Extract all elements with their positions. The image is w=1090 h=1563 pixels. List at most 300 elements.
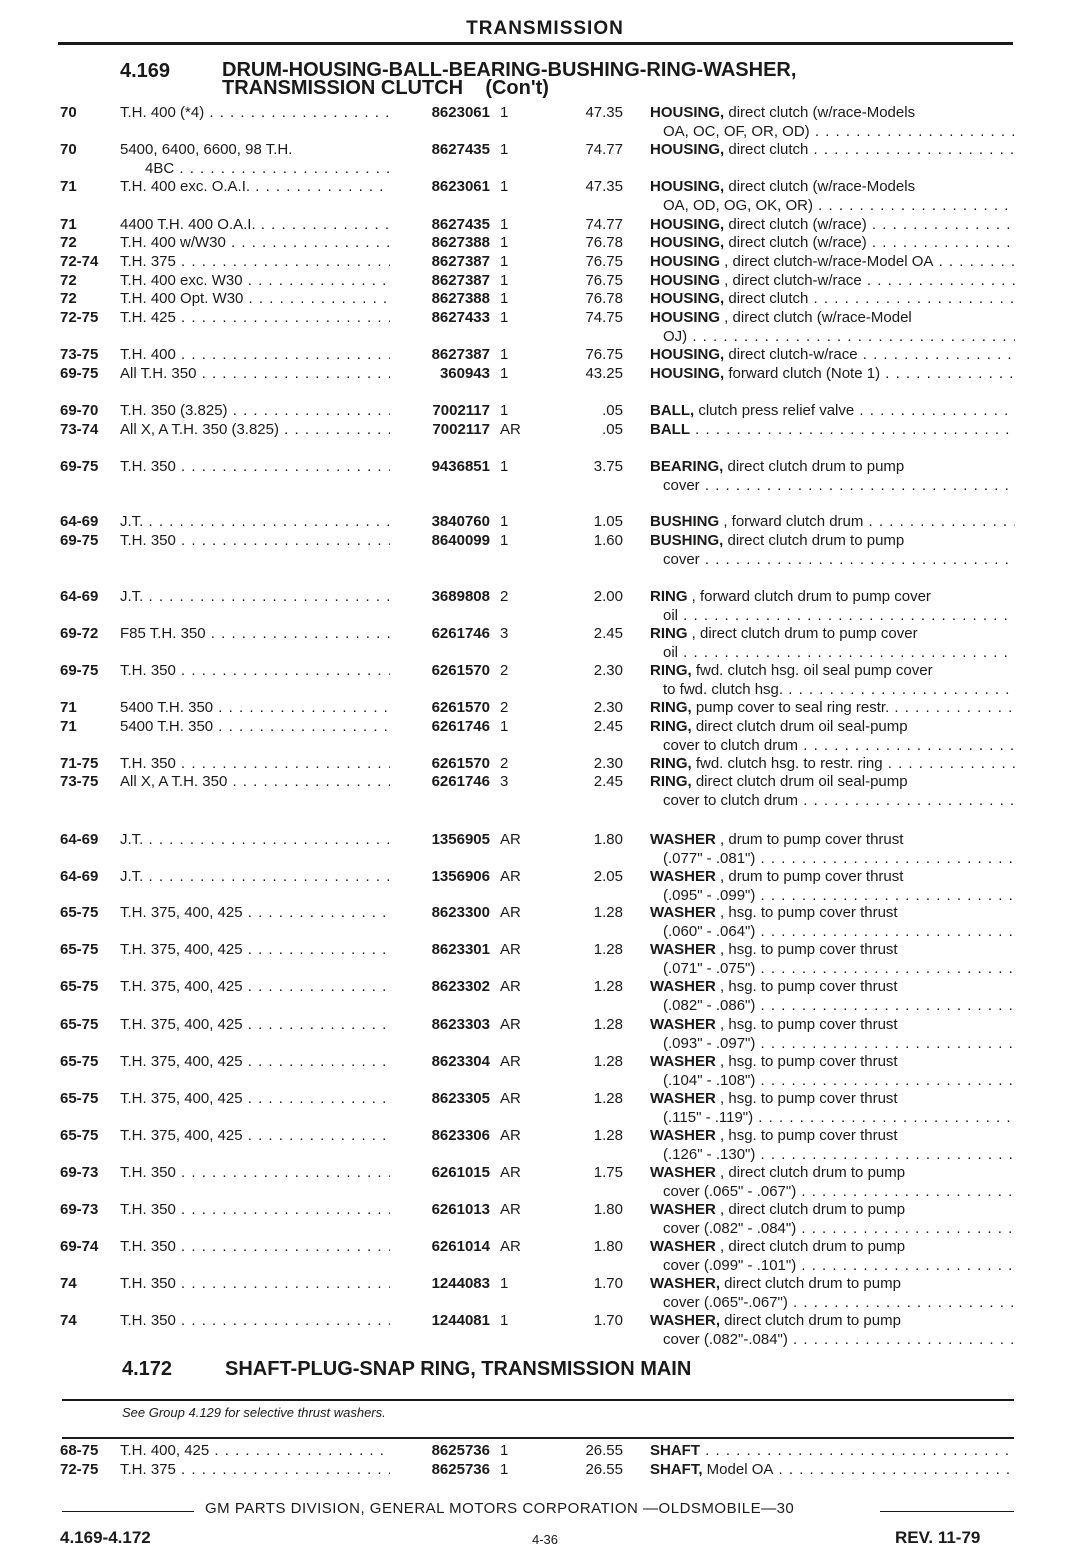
- description-keyword: HOUSING,: [650, 104, 725, 121]
- price: 76.78: [585, 290, 623, 307]
- model-years: 65-75: [60, 1090, 99, 1107]
- price: 2.45: [593, 773, 623, 790]
- quantity: AR: [500, 1053, 521, 1070]
- description-keyword: BALL,: [650, 402, 695, 419]
- part-number: 1356905: [431, 831, 490, 848]
- part-number: 9436851: [431, 458, 490, 475]
- model-years: 74: [60, 1275, 77, 1292]
- quantity: 1: [500, 1442, 509, 1459]
- part-number: 6261746: [431, 773, 490, 790]
- description: [650, 773, 1015, 792]
- application: J.T. . . .: [120, 588, 390, 607]
- quantity: 1: [500, 718, 509, 735]
- price: 76.75: [585, 272, 623, 289]
- part-number: 8623302: [431, 978, 490, 995]
- description-continuation: cover (.065"-.067") . . .: [663, 1294, 1015, 1313]
- quantity: AR: [500, 1090, 521, 1107]
- price: 1.60: [593, 532, 623, 549]
- quantity: AR: [500, 904, 521, 921]
- price: 74.77: [585, 216, 623, 233]
- quantity: AR: [500, 941, 521, 958]
- description-text: , direct clutch drum to pump: [715, 1164, 906, 1181]
- quantity: 1: [500, 402, 509, 419]
- price: 2.05: [593, 868, 623, 885]
- description-keyword: HOUSING,: [650, 346, 725, 363]
- quantity: 2: [500, 755, 509, 772]
- section-title-line1: DRUM-HOUSING-BALL-BEARING-BUSHING-RING-WASHER,: [222, 59, 797, 81]
- description-text: fwd. clutch hsg. to restr. ring: [691, 755, 883, 772]
- description-text: , direct clutch drum to pump: [715, 1201, 906, 1218]
- description-continuation: (.095" - .099") . . .: [663, 887, 1015, 906]
- description-text: direct clutch drum to pump: [720, 1312, 901, 1329]
- description-keyword: WASHER: [650, 1201, 716, 1218]
- quantity: 3: [500, 625, 509, 642]
- part-number: 8627388: [431, 290, 490, 307]
- application: T.H. 375, 400, 425 . . .: [120, 941, 390, 960]
- description: [650, 1053, 1015, 1072]
- model-years: 69-73: [60, 1164, 99, 1181]
- description-continuation: cover to clutch drum . . .: [663, 737, 1015, 756]
- application: T.H. 350 . . .: [120, 755, 390, 774]
- application: T.H. 400 exc. W30 . . .: [120, 272, 390, 291]
- description-keyword: BUSHING: [650, 513, 720, 530]
- description-keyword: WASHER: [650, 1016, 716, 1033]
- quantity: 1: [500, 1312, 509, 1329]
- application: T.H. 400 Opt. W30 . . .: [120, 290, 390, 309]
- description-keyword: RING,: [650, 718, 692, 735]
- price: 1.28: [593, 941, 623, 958]
- application: J.T. . . .: [120, 513, 390, 532]
- model-years: 73-75: [60, 773, 99, 790]
- price: 26.55: [585, 1442, 623, 1459]
- part-number: 8623303: [431, 1016, 490, 1033]
- description: [650, 141, 1015, 160]
- description-keyword: HOUSING,: [650, 290, 725, 307]
- description-continuation: OA, OC, OF, OR, OD) . . .: [663, 123, 1015, 142]
- application: T.H. 350 (3.825) . . .: [120, 402, 390, 421]
- description-text: direct clutch drum to pump: [723, 532, 905, 549]
- description-text: direct clutch (w/race-Models: [724, 178, 916, 195]
- part-number: 6261570: [431, 699, 490, 716]
- page-title: TRANSMISSION: [466, 18, 624, 39]
- description-continuation: cover (.065" - .067") . . .: [663, 1183, 1015, 1202]
- price: 3.75: [593, 458, 623, 475]
- part-number: 8625736: [431, 1461, 490, 1478]
- part-number: 8623301: [431, 941, 490, 958]
- application: All T.H. 350 . . .: [120, 365, 390, 384]
- quantity: AR: [500, 831, 521, 848]
- model-years: 71-75: [60, 755, 99, 772]
- quantity: 1: [500, 346, 509, 363]
- part-number: 8623061: [431, 104, 490, 121]
- description: [650, 513, 1015, 532]
- model-years: 69-75: [60, 365, 99, 382]
- description: [650, 1090, 1015, 1109]
- description-keyword: WASHER: [650, 941, 716, 958]
- part-number: 8623061: [431, 178, 490, 195]
- application: T.H. 375 . . .: [120, 1461, 390, 1480]
- model-years: 72-75: [60, 1461, 99, 1478]
- description-text: , forward clutch drum to pump cover: [687, 588, 931, 605]
- description-continuation: OA, OD, OG, OK, OR) . . .: [663, 197, 1015, 216]
- footer-revision: REV. 11-79: [895, 1528, 981, 1547]
- application: T.H. 375, 400, 425 . . .: [120, 1053, 390, 1072]
- description: [650, 402, 1015, 421]
- price: 47.35: [585, 178, 623, 195]
- quantity: 1: [500, 365, 509, 382]
- description-continuation: cover (.099" - .101") . . .: [663, 1257, 1015, 1276]
- description-keyword: WASHER: [650, 868, 716, 885]
- price: 2.45: [593, 718, 623, 735]
- description: [650, 718, 1015, 737]
- description: [650, 978, 1015, 997]
- price: 1.28: [593, 1090, 623, 1107]
- description-keyword: WASHER: [650, 1238, 716, 1255]
- description: [650, 365, 1015, 384]
- description: [650, 831, 1015, 850]
- part-number: 8623304: [431, 1053, 490, 1070]
- part-number: 8627433: [431, 309, 490, 326]
- description: [650, 1312, 1015, 1331]
- description: [650, 1442, 1015, 1461]
- model-years: 68-75: [60, 1442, 99, 1459]
- section-title-4-172: SHAFT-PLUG-SNAP RING, TRANSMISSION MAIN: [225, 1358, 692, 1380]
- description: [650, 1016, 1015, 1035]
- description-keyword: WASHER,: [650, 1312, 721, 1329]
- application: All X, A T.H. 350 (3.825) . . .: [120, 421, 390, 440]
- description: [650, 234, 1015, 253]
- quantity: 2: [500, 588, 509, 605]
- price: 76.75: [585, 253, 623, 270]
- model-years: 72-74: [60, 253, 99, 270]
- description-text: , direct clutch drum to pump cover: [687, 625, 918, 642]
- part-number: 1244083: [431, 1275, 490, 1292]
- quantity: 1: [500, 253, 509, 270]
- description-text: direct clutch drum to pump: [723, 458, 905, 475]
- description-keyword: HOUSING,: [650, 178, 725, 195]
- description: [650, 755, 1015, 774]
- model-years: 72: [60, 290, 77, 307]
- quantity: 1: [500, 458, 509, 475]
- description-text: , hsg. to pump cover thrust: [715, 1127, 898, 1144]
- model-years: 73-74: [60, 421, 99, 438]
- application: T.H. 375, 400, 425 . . .: [120, 1016, 390, 1035]
- model-years: 72: [60, 272, 77, 289]
- description-text: direct clutch (w/race-Models: [724, 104, 916, 121]
- application: T.H. 350 . . .: [120, 662, 390, 681]
- description-continuation: OJ) . . .: [663, 328, 1015, 347]
- description: [650, 346, 1015, 365]
- part-number: 6261013: [431, 1201, 490, 1218]
- part-number: 8640099: [431, 532, 490, 549]
- description: [650, 421, 1015, 440]
- price: 74.77: [585, 141, 623, 158]
- price: 2.30: [593, 755, 623, 772]
- price: 1.70: [593, 1312, 623, 1329]
- price: 1.80: [593, 831, 623, 848]
- price: 26.55: [585, 1461, 623, 1478]
- model-years: 65-75: [60, 1053, 99, 1070]
- description-text: , drum to pump cover thrust: [715, 868, 904, 885]
- price: 1.80: [593, 1238, 623, 1255]
- footer-section-range: 4.169-4.172: [60, 1528, 151, 1547]
- description-continuation: oil . . .: [663, 644, 1015, 663]
- description-keyword: RING,: [650, 699, 692, 716]
- description: [650, 216, 1015, 235]
- application: 4400 T.H. 400 O.A.I. . . .: [120, 216, 390, 235]
- price: 1.28: [593, 1053, 623, 1070]
- description-text: Model OA: [702, 1461, 774, 1478]
- part-number: 6261570: [431, 755, 490, 772]
- description-keyword: WASHER: [650, 1127, 716, 1144]
- description-continuation: (.093" - .097") . . .: [663, 1035, 1015, 1054]
- quantity: 1: [500, 1275, 509, 1292]
- description: [650, 1275, 1015, 1294]
- description-keyword: WASHER: [650, 831, 716, 848]
- description: [650, 625, 1015, 644]
- price: 74.75: [585, 309, 623, 326]
- model-years: 65-75: [60, 978, 99, 995]
- model-years: 69-75: [60, 532, 99, 549]
- application: T.H. 350 . . .: [120, 1201, 390, 1220]
- description-continuation: (.104" - .108") . . .: [663, 1072, 1015, 1091]
- quantity: 1: [500, 290, 509, 307]
- description-keyword: SHAFT,: [650, 1461, 703, 1478]
- model-years: 74: [60, 1312, 77, 1329]
- description-keyword: HOUSING: [650, 309, 721, 326]
- quantity: 1: [500, 513, 509, 530]
- quantity: AR: [500, 1164, 521, 1181]
- description-keyword: HOUSING: [650, 253, 721, 270]
- footer-organization: GM PARTS DIVISION, GENERAL MOTORS CORPORATION —OLDSMOBILE—30: [205, 1500, 795, 1517]
- description-text: , hsg. to pump cover thrust: [715, 978, 898, 995]
- description-keyword: WASHER: [650, 1164, 716, 1181]
- quantity: 1: [500, 272, 509, 289]
- description-continuation: oil . . .: [663, 607, 1015, 626]
- quantity: 1: [500, 309, 509, 326]
- description-text: , hsg. to pump cover thrust: [715, 904, 898, 921]
- description-continuation: cover . . .: [663, 477, 1015, 496]
- price: 76.75: [585, 346, 623, 363]
- section-note: See Group 4.129 for selective thrust washers.: [122, 1405, 386, 1420]
- description-keyword: WASHER: [650, 1090, 716, 1107]
- application: T.H. 400 (*4) . . .: [120, 104, 390, 123]
- description-continuation: cover . . .: [663, 551, 1015, 570]
- description-text: direct clutch (w/race): [724, 234, 867, 251]
- price: 1.28: [593, 1127, 623, 1144]
- application: T.H. 375, 400, 425 . . .: [120, 1090, 390, 1109]
- model-years: 71: [60, 178, 77, 195]
- quantity: 1: [500, 1461, 509, 1478]
- description-keyword: RING: [650, 625, 688, 642]
- part-number: 8627387: [431, 272, 490, 289]
- price: 1.05: [593, 513, 623, 530]
- description-keyword: BEARING,: [650, 458, 724, 475]
- part-number: 3840760: [431, 513, 490, 530]
- quantity: 2: [500, 662, 509, 679]
- description-keyword: HOUSING: [650, 272, 721, 289]
- description-text: pump cover to seal ring restr.: [691, 699, 890, 716]
- description: [650, 253, 1015, 272]
- application: T.H. 425 . . .: [120, 309, 390, 328]
- description-text: , hsg. to pump cover thrust: [715, 941, 898, 958]
- description: [650, 532, 1015, 551]
- description: [650, 1164, 1015, 1183]
- quantity: 1: [500, 178, 509, 195]
- model-years: 69-72: [60, 625, 99, 642]
- quantity: 2: [500, 699, 509, 716]
- quantity: 1: [500, 234, 509, 251]
- application: 5400 T.H. 350 . . .: [120, 699, 390, 718]
- part-number: 8623306: [431, 1127, 490, 1144]
- application: F85 T.H. 350 . . .: [120, 625, 390, 644]
- description-text: clutch press relief valve: [694, 402, 855, 419]
- application: T.H. 350 . . .: [120, 1312, 390, 1331]
- application: T.H. 350 . . .: [120, 1238, 390, 1257]
- part-number: 3689808: [431, 588, 490, 605]
- application: All X, A T.H. 350 . . .: [120, 773, 390, 792]
- application: J.T. . . .: [120, 831, 390, 850]
- description-text: , direct clutch (w/race-Model: [720, 309, 912, 326]
- description-text: , hsg. to pump cover thrust: [715, 1016, 898, 1033]
- part-number: 6261746: [431, 625, 490, 642]
- description-keyword: WASHER: [650, 1053, 716, 1070]
- part-number: 8627388: [431, 234, 490, 251]
- description-keyword: HOUSING,: [650, 365, 725, 382]
- description-keyword: RING,: [650, 773, 692, 790]
- section-title-line2: TRANSMISSION CLUTCH (Con't): [222, 77, 549, 99]
- part-number: 8623300: [431, 904, 490, 921]
- description: [650, 904, 1015, 923]
- part-number: 8627387: [431, 346, 490, 363]
- description-text: , forward clutch drum: [719, 513, 864, 530]
- model-years: 64-69: [60, 868, 99, 885]
- price: 2.30: [593, 699, 623, 716]
- description-text: , direct clutch-w/race: [720, 272, 862, 289]
- part-number: 360943: [439, 365, 490, 382]
- price: 76.78: [585, 234, 623, 251]
- application: J.T. . . .: [120, 868, 390, 887]
- description-continuation: (.115" - .119") . . .: [663, 1109, 1015, 1128]
- application: T.H. 350 . . .: [120, 1275, 390, 1294]
- section-rule-top: [62, 1399, 1014, 1401]
- application-continuation: 4BC . . .: [145, 160, 390, 179]
- footer-page-number: 4-36: [531, 1532, 559, 1547]
- description: [650, 104, 1015, 123]
- part-number: 8623305: [431, 1090, 490, 1107]
- quantity: 1: [500, 216, 509, 233]
- model-years: 64-69: [60, 513, 99, 530]
- description: [650, 1201, 1015, 1220]
- application: T.H. 375, 400, 425 . . .: [120, 978, 390, 997]
- model-years: 71: [60, 699, 77, 716]
- model-years: 65-75: [60, 904, 99, 921]
- footer-rule-left: [62, 1511, 194, 1512]
- part-number: 6261570: [431, 662, 490, 679]
- description-keyword: HOUSING,: [650, 234, 725, 251]
- description-text: direct clutch (w/race): [724, 216, 867, 233]
- description-text: , hsg. to pump cover thrust: [715, 1053, 898, 1070]
- application: T.H. 350 . . .: [120, 1164, 390, 1183]
- description: [650, 941, 1015, 960]
- quantity: AR: [500, 421, 521, 438]
- price: 2.30: [593, 662, 623, 679]
- price: 1.28: [593, 978, 623, 995]
- description-continuation: cover (.082"-.084") . . .: [663, 1331, 1015, 1350]
- part-number: 8627387: [431, 253, 490, 270]
- description-text: , direct clutch drum to pump: [715, 1238, 906, 1255]
- model-years: 72: [60, 234, 77, 251]
- quantity: AR: [500, 978, 521, 995]
- description-keyword: HOUSING,: [650, 141, 725, 158]
- description-keyword: BUSHING,: [650, 532, 724, 549]
- model-years: 65-75: [60, 1127, 99, 1144]
- description-keyword: HOUSING,: [650, 216, 725, 233]
- application: T.H. 375, 400, 425 . . .: [120, 904, 390, 923]
- model-years: 73-75: [60, 346, 99, 363]
- description: [650, 1461, 1015, 1480]
- description-text: direct clutch: [724, 290, 809, 307]
- price: 47.35: [585, 104, 623, 121]
- description-text: direct clutch-w/race: [724, 346, 858, 363]
- application: T.H. 375 . . .: [120, 253, 390, 272]
- part-number: 8625736: [431, 1442, 490, 1459]
- application: 5400, 6400, 6600, 98 T.H.: [120, 141, 293, 158]
- description-continuation: (.060" - .064") . . .: [663, 923, 1015, 942]
- price: 43.25: [585, 365, 623, 382]
- description-continuation: (.071" - .075") . . .: [663, 960, 1015, 979]
- description-continuation: (.082" - .086") . . .: [663, 997, 1015, 1016]
- part-number: 1244081: [431, 1312, 490, 1329]
- description-text: , hsg. to pump cover thrust: [715, 1090, 898, 1107]
- footer-rule-right: [880, 1511, 1014, 1512]
- description: [650, 309, 1015, 328]
- application: T.H. 400 w/W30 . . .: [120, 234, 390, 253]
- price: 1.75: [593, 1164, 623, 1181]
- description: [650, 699, 1015, 718]
- model-years: 69-75: [60, 458, 99, 475]
- part-number: 6261014: [431, 1238, 490, 1255]
- description: [650, 868, 1015, 887]
- description: [650, 272, 1015, 291]
- quantity: AR: [500, 1238, 521, 1255]
- description: [650, 458, 1015, 477]
- model-years: 71: [60, 718, 77, 735]
- model-years: 70: [60, 141, 77, 158]
- application: 5400 T.H. 350 . . .: [120, 718, 390, 737]
- part-number: 7002117: [432, 421, 490, 438]
- quantity: AR: [500, 1016, 521, 1033]
- description-text: direct clutch drum to pump: [720, 1275, 901, 1292]
- model-years: 69-75: [60, 662, 99, 679]
- model-years: 71: [60, 216, 77, 233]
- price: .05: [602, 421, 623, 438]
- description: [650, 662, 1015, 681]
- quantity: 1: [500, 104, 509, 121]
- price: 2.00: [593, 588, 623, 605]
- application: T.H. 350 . . .: [120, 458, 390, 477]
- application: T.H. 375, 400, 425 . . .: [120, 1127, 390, 1146]
- section-number-4-169: 4.169: [120, 60, 171, 82]
- model-years: 65-75: [60, 941, 99, 958]
- description: [650, 1238, 1015, 1257]
- quantity: 1: [500, 532, 509, 549]
- application: T.H. 350 . . .: [120, 532, 390, 551]
- model-years: 69-74: [60, 1238, 99, 1255]
- model-years: 70: [60, 104, 77, 121]
- description-keyword: WASHER: [650, 904, 716, 921]
- application: T.H. 400 . . .: [120, 346, 390, 365]
